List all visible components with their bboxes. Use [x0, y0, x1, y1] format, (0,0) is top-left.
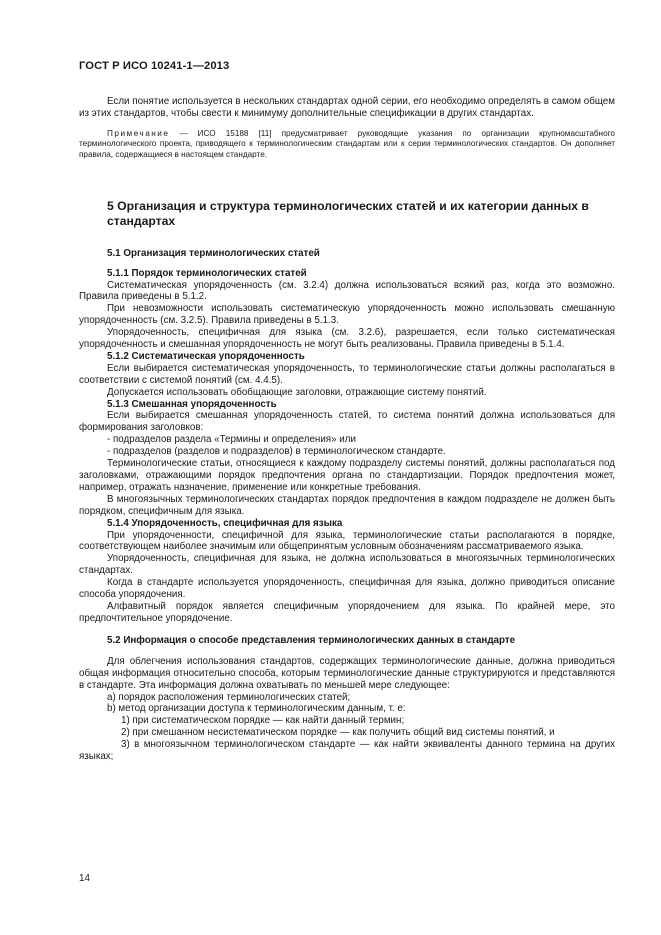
- page-number: 14: [79, 873, 90, 884]
- paragraph: Для облегчения использования стандартов, содержащих терминологические данные, должна приводиться общая информация относительно способа, которым терминологические данные структурируются и представляются в стандарте. Эта информация должна охватывать по меньшей мере следующее:: [79, 655, 615, 691]
- paragraph: Если выбирается смешанная упорядоченность статей, то система понятий должна использоваться для формирования заголовков:: [79, 410, 615, 434]
- paragraph: Допускается использовать обобщающие заголовки, отражающие систему понятий.: [107, 386, 487, 398]
- standard-header: ГОСТ Р ИСО 10241-1—2013: [79, 60, 230, 72]
- note-paragraph: [79, 129, 615, 161]
- sub-list-item: 3) в многоязычном терминологическом стандарте — как найти эквиваленты данного термина на других языках;: [79, 739, 615, 763]
- page-content: [79, 96, 615, 763]
- list-item: b) метод организации доступа к терминологическим данным, т. е:: [107, 703, 406, 715]
- paragraph: Если выбирается систематическая упорядоченность, то терминологические статьи должны располагаться в соответствии с системой понятий (см. 4.4.5).: [79, 362, 615, 386]
- paragraph: При невозможности использовать систематическую упорядоченность можно использовать смешанную упорядоченность (см. 3.2.5). Правила приведены в 5.1.3.: [79, 303, 615, 327]
- paragraph: Систематическая упорядоченность (см. 3.2.4) должна использоваться всякий раз, когда это возможно. Правила приведены в 5.1.2.: [79, 279, 615, 303]
- paragraph: Упорядоченность, специфичная для языка, не должна использоваться в многоязычных терминологических стандартах.: [79, 553, 615, 577]
- section-5-2-title: 5.2 Информация о способе представления терминологических данных в стандарте: [107, 634, 516, 646]
- note-text: — ИСО 15188 [11] предусматривает руководящие указания по организации крупномасштабного терминологического проекта, приводящего к терминологическим стандартам или к серии терминологических стандартов. Он дополняет правила, содержащиеся в настоящем стандарте.: [79, 128, 615, 159]
- paragraph: Упорядоченность, специфичная для языка (см. 3.2.6), разрешается, если только систематическая упорядоченность и смешанная упорядоченность не могут быть реализованы. Правила приведены в 5.1.4.: [79, 327, 615, 351]
- section-5-1-2-title: 5.1.2 Систематическая упорядоченность: [107, 350, 305, 362]
- sub-list-item: 1) при систематическом порядке — как найти данный термин;: [121, 715, 405, 727]
- paragraph: При упорядоченности, специфичной для языка, терминологические статьи располагаются в порядке, соответствующем наиболее значимым или общепринятым условным обозначениям рассматриваемого языка.: [79, 529, 615, 553]
- paragraph: Алфавитный порядок является специфичным упорядочением для языка. По крайней мере, это предпочтительное упорядочение.: [79, 600, 615, 624]
- paragraph: Когда в стандарте используется упорядоченность, специфичная для языка, должно приводиться описание способа упорядочения.: [79, 577, 615, 601]
- sub-list-item: 2) при смешанном несистематическом порядке — как получить общий вид системы понятий, и: [121, 727, 555, 739]
- list-item: - подразделов раздела «Термины и определения» или: [107, 434, 356, 446]
- list-item: а) порядок расположения терминологических статей;: [107, 691, 351, 703]
- intro-paragraph: Если понятие используется в нескольких стандартах одной серии, его необходимо определять в самом общем из этих стандартов, чтобы свести к минимуму дополнительные спецификации в других стандартах.: [79, 96, 615, 119]
- section-5-1-title: 5.1 Организация терминологических статей: [107, 247, 320, 259]
- section-5-1-1-title: 5.1.1 Порядок терминологических статей: [107, 267, 307, 279]
- list-item: - подразделов (разделов и подразделов) в терминологическом стандарте.: [107, 446, 446, 458]
- paragraph: Терминологические статьи, относящиеся к каждому подразделу системы понятий, должны располагаться под заголовками, отражающими порядок предпочтения органа по стандартизации. Порядок предпочтения может, например, отражать назначение, применение или конкретные требования.: [79, 458, 615, 493]
- paragraph: В многоязычных терминологических стандартах порядок предпочтения в каждом подразделе не должен быть порядком, специфичным для языка.: [79, 493, 615, 517]
- section-5-1-3-title: 5.1.3 Смешанная упорядоченность: [107, 398, 277, 410]
- section-5-1-4-title: 5.1.4 Упорядоченность, специфичная для языка: [107, 517, 343, 529]
- note-label: Примечание: [107, 128, 170, 138]
- section-5-title: 5 Организация и структура терминологических статей и их категории данных в стандартах: [107, 198, 589, 228]
